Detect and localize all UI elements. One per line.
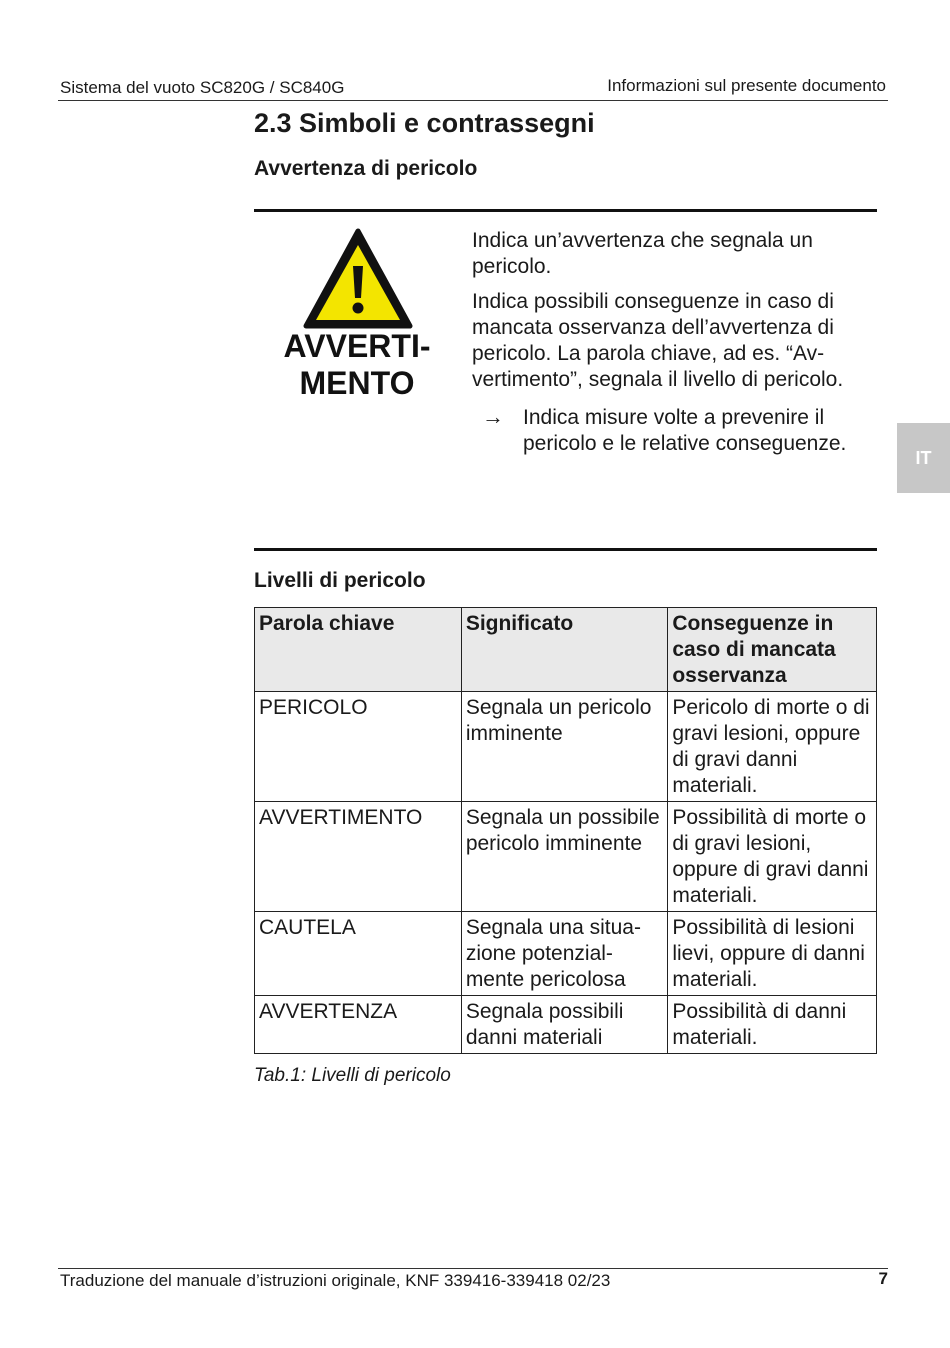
column-header-keyword: Parola chiave <box>255 608 462 692</box>
page-number: 7 <box>878 1269 888 1288</box>
table-cell: Segnala una situazione potenzialmente pericolosa <box>461 912 668 996</box>
table-row <box>255 912 877 996</box>
table-cell: Segnala un pericolo imminente <box>461 692 668 802</box>
signal-word-line1: AVVERTI- <box>283 328 431 364</box>
warning-description <box>472 228 877 457</box>
table-row <box>255 802 877 912</box>
column-header-consequences: Conseguenze in caso di mancata osservanza <box>668 608 877 692</box>
table-cell: PERICOLO <box>255 692 462 802</box>
table-cell: CAUTELA <box>255 912 462 996</box>
warning-text-2: Indica possibili conseguenze in caso di mancata osservanza dell’avvertenza di pericolo. La parola chiave, ad es. “Avvertimento”, segnala il livello di pericolo. <box>472 290 844 391</box>
table-cell: Segnala possibili danni materiali <box>461 996 668 1054</box>
warning-text-1: Indica un’avvertenza che segnala un pericolo. <box>472 229 813 278</box>
warning-bottom-rule <box>254 548 877 551</box>
warning-triangle-icon <box>302 228 414 330</box>
column-header-meaning: Significato <box>461 608 668 692</box>
header-document-title: Sistema del vuoto SC820G / SC840G <box>60 78 345 97</box>
language-tab: IT <box>897 423 950 493</box>
table-cell: Possibilità di lesioni lievi, oppure di danni materiali. <box>668 912 877 996</box>
danger-levels-table <box>254 607 877 1054</box>
table-header-row <box>255 608 877 692</box>
table-cell: Possibilità di danni materiali. <box>668 996 877 1054</box>
footer-text: Traduzione del manuale d’istruzioni originale, KNF 339416-339418 02/23 <box>60 1271 611 1290</box>
signal-word-line2: MENTO <box>299 365 415 401</box>
table-cell: AVVERTIMENTO <box>255 802 462 912</box>
header-chapter-title: Informazioni sul presente documento <box>607 76 886 95</box>
table-cell: Segnala un possibile pericolo imminente <box>461 802 668 912</box>
table-cell: Pericolo di morte o di gravi lesioni, oppure di gravi danni materiali. <box>668 692 877 802</box>
table-row <box>255 996 877 1054</box>
footer-divider <box>58 1268 888 1269</box>
table-cell: AVVERTENZA <box>255 996 462 1054</box>
table-caption: Tab.1: Livelli di pericolo <box>254 1065 451 1086</box>
section-title: 2.3 Simboli e contrassegni <box>254 108 595 138</box>
levels-heading: Livelli di pericolo <box>254 569 426 592</box>
table-row <box>255 692 877 802</box>
warning-heading: Avvertenza di pericolo <box>254 157 478 180</box>
warning-example-block <box>254 228 877 528</box>
header-divider <box>58 100 888 101</box>
warning-top-rule <box>254 209 877 212</box>
warning-measure-text: Indica misure volte a prevenire il pericolo e le relative conseguenze. <box>523 406 847 455</box>
table-cell: Possibilità di morte o di gravi lesioni, oppure di gravi danni materiali. <box>668 802 877 912</box>
right-arrow-icon: → <box>482 404 504 429</box>
signal-word <box>254 328 460 402</box>
warning-measure <box>472 405 877 457</box>
